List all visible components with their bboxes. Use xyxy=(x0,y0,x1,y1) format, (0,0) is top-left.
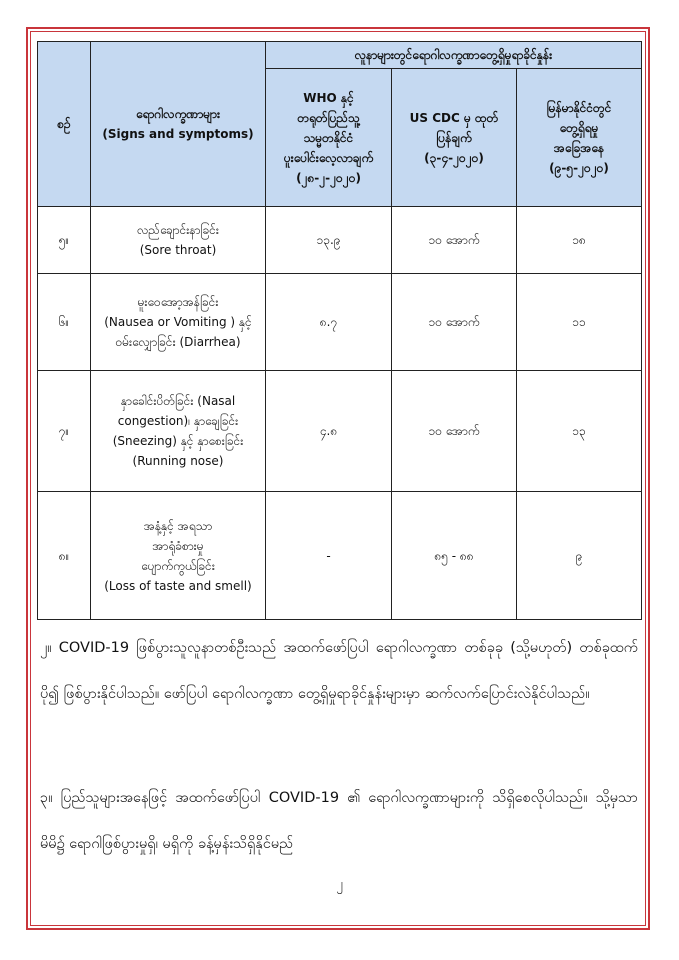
row-who-value: ၈.၇ xyxy=(266,274,392,371)
table-row xyxy=(38,207,642,274)
page-number: ၂ xyxy=(336,877,343,892)
row-cdc-value: ၈၅ - ၈၈ xyxy=(392,492,517,620)
row-cdc-value: ၁၀ အောက် xyxy=(392,371,517,492)
paragraph-2: ၂။ COVID-19 ဖြစ်ပွားသူလူနာတစ်ဦးသည် အထက်ဖော်ပြပါ ရောဂါလက္ခဏာ တစ်ခုခု (သို့မဟုတ်) တစ်ခုထက်ပို၍ ဖြစ်ပွားနိုင်ပါသည်။ ဖော်ပြပါ ရောဂါလက္ခဏာ တွေ့ရှိမှုရာခိုင်နှုန်းများမှာ ဆက်လက်ပြောင်းလဲနိုင်ပါသည်။ xyxy=(40,640,638,702)
row-cdc-value: ၁၀ အောက် xyxy=(392,207,517,274)
header-serial-number: စဉ် xyxy=(38,42,91,207)
row-number: ၇။ xyxy=(38,371,91,492)
row-symptom: အနံ့နှင့် အရသာ အာရုံခံစားမှု ပျောက်ကွယ်ခြင်း (Loss of taste and smell) xyxy=(91,492,266,620)
row-myanmar-value: ၁၃ xyxy=(517,371,642,492)
row-number: ၅။ xyxy=(38,207,91,274)
table-row xyxy=(38,274,642,371)
table-row xyxy=(38,371,642,492)
symptoms-table xyxy=(37,41,642,620)
row-number: ၈။ xyxy=(38,492,91,620)
row-myanmar-value: ၉ xyxy=(517,492,642,620)
header-who-china: WHO နှင့် တရုတ်ပြည်သူ့ သမ္မတနိုင်ငံ ပူးပေါင်းလေ့လာချက် (၂၈-၂-၂၀၂၀) xyxy=(266,69,392,207)
row-symptom: နှာခေါင်းပိတ်ခြင်း (Nasal congestion)၊ နှာချေခြင်း (Sneezing) နှင့် နှာစေးခြင်း (Running nose) xyxy=(91,371,266,492)
header-us-cdc: US CDC မှ ထုတ် ပြန်ချက် (၃-၄-၂၀၂၀) xyxy=(392,69,517,207)
paragraph-3: ၃။ ပြည်သူများအနေဖြင့် အထက်ဖော်ပြပါ COVID-19 ၏ ရောဂါလက္ခဏာများကို သိရှိစေလိုပါသည်။ သို့မှသာ မိမိ၌ ရောဂါဖြစ်ပွားမှုရှိ၊ မရှိကို ခန့်မှန်းသိရှိနိုင်မည် xyxy=(40,790,638,852)
row-myanmar-value: ၁၈ xyxy=(517,207,642,274)
row-symptom: မူးဝေအော့အန်ခြင်း (Nausea or Vomiting ) နှင့် ဝမ်းလျှောခြင်း (Diarrhea) xyxy=(91,274,266,371)
row-cdc-value: ၁၀ အောက် xyxy=(392,274,517,371)
header-myanmar: မြန်မာနိုင်ငံတွင် တွေ့ရှိရမှု အခြေအနေ (၉-၅-၂၀၂၀) xyxy=(517,69,642,207)
row-symptom: လည်ချောင်းနာခြင်း (Sore throat) xyxy=(91,207,266,274)
header-percentage-group: လူနာများတွင်ရောဂါလက္ခဏာတွေ့ရှိမှုရာခိုင်နှုန်း xyxy=(266,42,642,69)
row-who-value: ၁၃.၉ xyxy=(266,207,392,274)
header-symptoms: ရောဂါလက္ခဏာများ (Signs and symptoms) xyxy=(91,42,266,207)
row-number: ၆။ xyxy=(38,274,91,371)
row-myanmar-value: ၁၁ xyxy=(517,274,642,371)
row-who-value: ၄.၈ xyxy=(266,371,392,492)
table-row xyxy=(38,492,642,620)
row-who-value: - xyxy=(266,492,392,620)
